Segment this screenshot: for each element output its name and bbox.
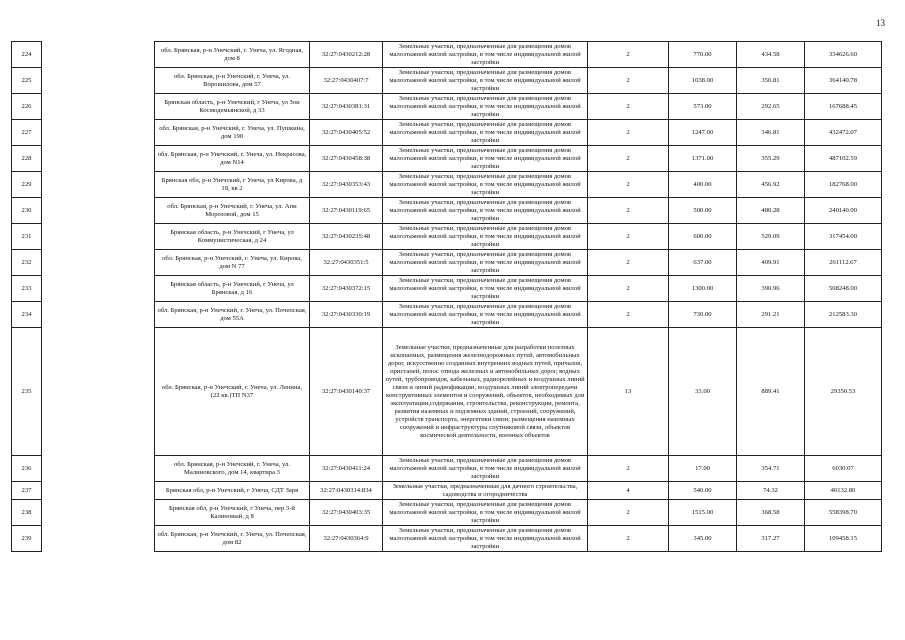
address-cell: Брянская обл, р-н Унечский, г Унеча, ул Кирова, д 18, кв 2 (155, 172, 310, 198)
land-use-cell: Земельные участки, предназначенные для размещения домов малоэтажной жилой застройки, в том числе индивидуальной жилой застройки (383, 42, 588, 68)
cadastral-number-cell: 32:27:0430314:834 (310, 482, 383, 500)
row-number-cell: 229 (12, 172, 42, 198)
cadastral-value-cell: 240140.00 (805, 198, 882, 224)
address-cell: обл. Брянская, р-н Унечский, г. Унеча, ул. Некрасова, дом N14 (155, 146, 310, 172)
row-number-cell: 232 (12, 250, 42, 276)
group-cell: 2 (588, 526, 669, 552)
table-row (12, 120, 882, 146)
table-row (12, 224, 882, 250)
address-cell: Брянская область, р-н Унечский, г Унеча, ул Брянская, д 16 (155, 276, 310, 302)
address-cell: обл. Брянская, р-н Унечский, г. Унеча, ул. Ворошилова, дом 57 (155, 68, 310, 94)
land-plots-table (11, 41, 882, 552)
cadastral-value-cell: 40132.80 (805, 482, 882, 500)
row-number-cell: 228 (12, 146, 42, 172)
spacer-cell (42, 482, 155, 500)
specific-value-cell: 74.32 (737, 482, 805, 500)
area-cell: 500.00 (669, 198, 737, 224)
specific-value-cell: 480.28 (737, 198, 805, 224)
land-use-cell: Земельные участки, предназначенные для размещения домов малоэтажной жилой застройки, в том числе индивидуальной жилой застройки (383, 120, 588, 146)
group-cell: 2 (588, 146, 669, 172)
group-cell: 2 (588, 224, 669, 250)
cadastral-number-cell: 32:27:0430458:38 (310, 146, 383, 172)
land-use-cell: Земельные участки, предназначенные для дачного строительства, садоводства и огородничества (383, 482, 588, 500)
address-cell: обл. Брянская, р-н Унечский, г. Унеча, ул. Ягодная, дом 8 (155, 42, 310, 68)
area-cell: 730.00 (669, 302, 737, 328)
row-number-cell: 237 (12, 482, 42, 500)
group-cell: 4 (588, 482, 669, 500)
area-cell: 600.00 (669, 224, 737, 250)
table-row (12, 68, 882, 94)
area-cell: 1515.00 (669, 500, 737, 526)
land-use-cell: Земельные участки, предназначенные для размещения домов малоэтажной жилой застройки, в том числе индивидуальной жилой застройки (383, 198, 588, 224)
cadastral-number-cell: 32:27:0430351:5 (310, 250, 383, 276)
row-number-cell: 227 (12, 120, 42, 146)
table-row (12, 250, 882, 276)
specific-value-cell: 368.58 (737, 500, 805, 526)
cadastral-number-cell: 32:27:0430372:15 (310, 276, 383, 302)
cadastral-value-cell: 261112.67 (805, 250, 882, 276)
group-cell: 2 (588, 250, 669, 276)
table-row (12, 500, 882, 526)
specific-value-cell: 354.71 (737, 456, 805, 482)
table-row (12, 276, 882, 302)
cadastral-number-cell: 32:27:0430235:48 (310, 224, 383, 250)
area-cell: 1247.00 (669, 120, 737, 146)
area-cell: 573.00 (669, 94, 737, 120)
area-cell: 1371.00 (669, 146, 737, 172)
spacer-cell (42, 68, 155, 94)
land-use-cell: Земельные участки, предназначенные для размещения домов малоэтажной жилой застройки, в том числе индивидуальной жилой застройки (383, 526, 588, 552)
group-cell: 2 (588, 68, 669, 94)
table-row (12, 172, 882, 198)
address-cell: Брянская обл, р-н Унечский, г Унеча, СДТ Заря (155, 482, 310, 500)
cadastral-number-cell: 32:27:0430403:35 (310, 500, 383, 526)
cadastral-value-cell: 212583.30 (805, 302, 882, 328)
address-cell: обл. Брянская, р-н Унечский, г. Унеча, ул. Апи Морозовой, дом 15 (155, 198, 310, 224)
row-number-cell: 236 (12, 456, 42, 482)
cadastral-value-cell: 432472.07 (805, 120, 882, 146)
row-number-cell: 230 (12, 198, 42, 224)
table-row (12, 526, 882, 552)
area-cell: 540.00 (669, 482, 737, 500)
land-use-cell: Земельные участки, предназначенные для разработки полезных ископаемых, размещения железнодорожных путей, автомобильных дорог, искусственно созданных внутренних водных путей, причалов, пристаней, полос отвода железных и автомобильных дорог, водных путей, трубопроводов, кабельных, радиорелейных и воздушных линий связи и линий радиофикации, воздушных линий электропередачи конструктивных элементов и сооружений, объектов, необходимых для эксплуатации,содержания, строительства, реконструкции, ремонта, развития наземных и подземных зданий, строений, сооружений, устройств транспорта, энергетики связи; размещения наземных сооружений и инфраструктуры спутниковой связи, объектов космической деятельности, военных объектов (383, 328, 588, 456)
specific-value-cell: 346.81 (737, 120, 805, 146)
specific-value-cell: 292.65 (737, 94, 805, 120)
land-use-cell: Земельные участки, предназначенные для размещения домов малоэтажной жилой застройки, в том числе индивидуальной жилой застройки (383, 146, 588, 172)
cadastral-value-cell: 6030.07 (805, 456, 882, 482)
cadastral-value-cell: 182768.00 (805, 172, 882, 198)
land-use-cell: Земельные участки, предназначенные для размещения домов малоэтажной жилой застройки, в том числе индивидуальной жилой застройки (383, 224, 588, 250)
address-cell: обл. Брянская, р-н Унечский, г. Унеча, ул. Ленина, (22 кв.)ТП N37 (155, 328, 310, 456)
specific-value-cell: 390.96 (737, 276, 805, 302)
land-use-cell: Земельные участки, предназначенные для размещения домов малоэтажной жилой застройки, в том числе индивидуальной жилой застройки (383, 276, 588, 302)
table-row (12, 328, 882, 456)
row-number-cell: 239 (12, 526, 42, 552)
address-cell: обл. Брянская, р-н Унечский, г. Унеча, ул. Пушкина, дом 190 (155, 120, 310, 146)
address-cell: обл. Брянская, р-н Унечский, г. Унеча, ул. Кирова, дом N 77 (155, 250, 310, 276)
group-cell: 2 (588, 94, 669, 120)
land-use-cell: Земельные участки, предназначенные для размещения домов малоэтажной жилой застройки, в том числе индивидуальной жилой застройки (383, 94, 588, 120)
address-cell: Брянская область, р-н Унечский, г Унеча, ул Зои Космодемьянской, д 33 (155, 94, 310, 120)
area-cell: 1300.00 (669, 276, 737, 302)
group-cell: 13 (588, 328, 669, 456)
row-number-cell: 234 (12, 302, 42, 328)
cadastral-number-cell: 32:27:0430353:43 (310, 172, 383, 198)
spacer-cell (42, 172, 155, 198)
land-use-cell: Земельные участки, предназначенные для размещения домов малоэтажной жилой застройки, в том числе индивидуальной жилой застройки (383, 250, 588, 276)
cadastral-value-cell: 558398.70 (805, 500, 882, 526)
specific-value-cell: 456.92 (737, 172, 805, 198)
land-use-cell: Земельные участки, предназначенные для размещения домов малоэтажной жилой застройки, в том числе индивидуальной жилой застройки (383, 302, 588, 328)
spacer-cell (42, 120, 155, 146)
cadastral-number-cell: 32:27:0430212:28 (310, 42, 383, 68)
area-cell: 17.00 (669, 456, 737, 482)
cadastral-number-cell: 32:27:0430381:31 (310, 94, 383, 120)
row-number-cell: 233 (12, 276, 42, 302)
table-row (12, 198, 882, 224)
land-use-cell: Земельные участки, предназначенные для размещения домов малоэтажной жилой застройки, в том числе индивидуальной жилой застройки (383, 68, 588, 94)
area-cell: 345.00 (669, 526, 737, 552)
spacer-cell (42, 146, 155, 172)
table-row (12, 146, 882, 172)
specific-value-cell: 350.81 (737, 68, 805, 94)
cadastral-value-cell: 364140.78 (805, 68, 882, 94)
spacer-cell (42, 42, 155, 68)
spacer-cell (42, 302, 155, 328)
specific-value-cell: 291.21 (737, 302, 805, 328)
spacer-cell (42, 526, 155, 552)
area-cell: 1038.00 (669, 68, 737, 94)
spacer-cell (42, 224, 155, 250)
area-cell: 770.00 (669, 42, 737, 68)
cadastral-value-cell: 317454.00 (805, 224, 882, 250)
row-number-cell: 238 (12, 500, 42, 526)
land-use-cell: Земельные участки, предназначенные для размещения домов малоэтажной жилой застройки, в том числе индивидуальной жилой застройки (383, 172, 588, 198)
cadastral-number-cell: 32:27:0430140:37 (310, 328, 383, 456)
table-row (12, 302, 882, 328)
group-cell: 2 (588, 302, 669, 328)
cadastral-number-cell: 32:27:0430364:9 (310, 526, 383, 552)
cadastral-number-cell: 32:27:0430330:19 (310, 302, 383, 328)
row-number-cell: 226 (12, 94, 42, 120)
spacer-cell (42, 328, 155, 456)
table-body (12, 42, 882, 552)
cadastral-value-cell: 487102.59 (805, 146, 882, 172)
specific-value-cell: 355.29 (737, 146, 805, 172)
group-cell: 2 (588, 500, 669, 526)
area-cell: 33.00 (669, 328, 737, 456)
cadastral-value-cell: 334626.60 (805, 42, 882, 68)
group-cell: 2 (588, 172, 669, 198)
cadastral-value-cell: 167688.45 (805, 94, 882, 120)
cadastral-number-cell: 32:27:0430405:52 (310, 120, 383, 146)
group-cell: 2 (588, 456, 669, 482)
spacer-cell (42, 500, 155, 526)
address-cell: обл. Брянская, р-н Унечский, г. Унеча, ул. Почепская, дом 55А (155, 302, 310, 328)
cadastral-number-cell: 32:27:0430407:7 (310, 68, 383, 94)
specific-value-cell: 889.41 (737, 328, 805, 456)
land-use-cell: Земельные участки, предназначенные для размещения домов малоэтажной жилой застройки, в том числе индивидуальной жилой застройки (383, 456, 588, 482)
specific-value-cell: 434.58 (737, 42, 805, 68)
address-cell: Брянская обл, р-н Унечский, г Унеча, пер 3-й Калиновый, д 8 (155, 500, 310, 526)
table-row (12, 456, 882, 482)
spacer-cell (42, 94, 155, 120)
area-cell: 400.00 (669, 172, 737, 198)
group-cell: 2 (588, 42, 669, 68)
spacer-cell (42, 456, 155, 482)
land-use-cell: Земельные участки, предназначенные для размещения домов малоэтажной жилой застройки, в том числе индивидуальной жилой застройки (383, 500, 588, 526)
cadastral-value-cell: 109458.15 (805, 526, 882, 552)
group-cell: 2 (588, 120, 669, 146)
specific-value-cell: 529.09 (737, 224, 805, 250)
area-cell: 637.00 (669, 250, 737, 276)
spacer-cell (42, 198, 155, 224)
address-cell: обл. Брянская, р-н Унечский, г. Унеча, ул. Малиновского, дом 14, квартира 3 (155, 456, 310, 482)
cadastral-value-cell: 29350.53 (805, 328, 882, 456)
cadastral-number-cell: 32:27:0430411:24 (310, 456, 383, 482)
page-number: 13 (876, 18, 885, 28)
group-cell: 2 (588, 276, 669, 302)
specific-value-cell: 317.27 (737, 526, 805, 552)
row-number-cell: 224 (12, 42, 42, 68)
row-number-cell: 231 (12, 224, 42, 250)
table-row (12, 482, 882, 500)
cadastral-number-cell: 32:27:0430119:65 (310, 198, 383, 224)
row-number-cell: 235 (12, 328, 42, 456)
spacer-cell (42, 250, 155, 276)
table-row (12, 94, 882, 120)
row-number-cell: 225 (12, 68, 42, 94)
specific-value-cell: 409.91 (737, 250, 805, 276)
group-cell: 2 (588, 198, 669, 224)
address-cell: Брянская область, р-н Унечский, г Унеча, ул Коммунистическая, д 24 (155, 224, 310, 250)
cadastral-value-cell: 508248.00 (805, 276, 882, 302)
spacer-cell (42, 276, 155, 302)
address-cell: обл. Брянская, р-н Унечский, г. Унеча, ул. Почепская, дом 82 (155, 526, 310, 552)
table-row (12, 42, 882, 68)
